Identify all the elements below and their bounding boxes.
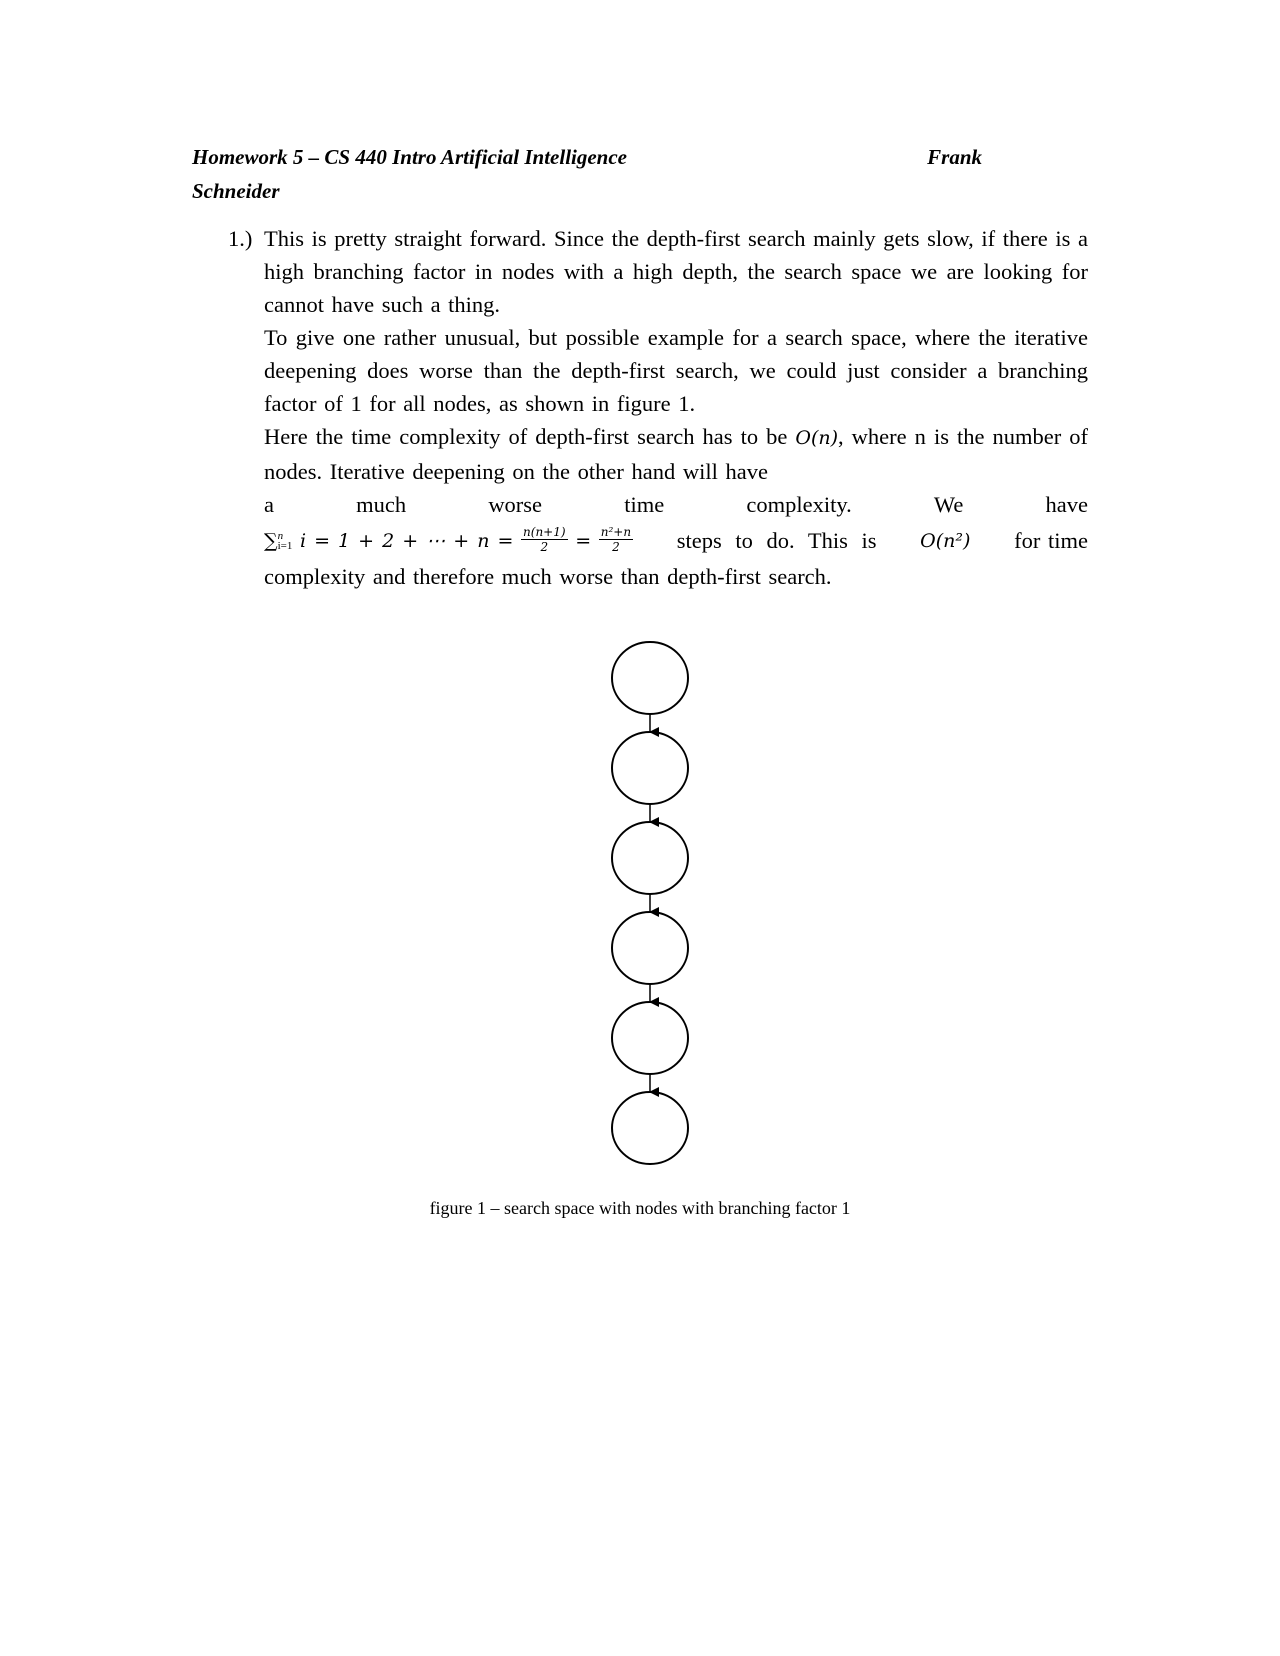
fraction-1-numerator: n(n+1) [523,525,566,540]
big-o-n-squared: O(n²) [920,529,971,552]
answer-section [228,222,1088,593]
sum-sub: i=1 [277,539,293,552]
search-space-diagram [580,640,720,1180]
header-title: Homework 5 – CS 440 Intro Artificial Intelligence [192,145,628,169]
sum-symbol: ∑ [264,530,278,552]
tree-node [612,732,688,804]
tree-node [612,822,688,894]
spread-word: We [933,492,964,517]
paragraph-1: This is pretty straight forward. Since the depth-first search mainly gets slow, if there is a high branching factor in nodes with a high depth, the search space we are looking for cannot have such a thing. [264,226,1088,317]
sum-limits [278,531,293,551]
p3-text-c: steps to do. This is [676,527,877,553]
tree-node [612,1002,688,1074]
paragraph-3 [264,420,1088,488]
header-author-last: Schneider [192,179,280,203]
fraction-2-denominator: 2 [612,540,620,555]
spread-word: a [264,492,274,517]
p3-text-a: Here the time complexity of depth-first search has to be [264,424,788,449]
spread-line [264,488,1088,521]
formula-line [264,521,1088,560]
fraction-1 [521,525,568,554]
figure-caption: figure 1 – search space with nodes with branching factor 1 [429,1198,851,1218]
tree-node [612,1092,688,1164]
item-number: 1.) [228,226,253,251]
spread-word: worse [488,492,543,517]
p3-text-d: for time [1014,527,1088,553]
fraction-2-numerator: n²+n [600,525,632,540]
equals-sign: = [575,530,592,552]
paragraph-3-end: complexity and therefore much worse than depth-first search. [264,564,832,589]
spread-word: time [624,492,665,517]
spread-word: have [1045,492,1088,517]
formula [264,521,633,560]
tree-node [612,912,688,984]
spread-word: much [356,492,407,517]
paragraph-2: To give one rather unusual, but possible example for a search space, where the iterative deepening does worse than the depth-first search, we could just consider a branching factor of 1 for all nodes, as shown in figure 1. [264,325,1088,416]
spread-word: complexity. [746,492,852,517]
p3-text-b: , where n is the number of nodes. Iterative deepening on the other hand will have [264,424,1088,484]
header-author-first: Frank [927,145,982,169]
node-chain [612,642,688,1164]
fraction-1-denominator: 2 [540,540,549,555]
big-o-n: O(n) [795,427,839,449]
sum-sup: n [277,529,284,542]
tree-node [612,642,688,714]
document-header [192,140,1018,208]
formula-expansion: i = 1 + 2 + ⋯ + n = [299,530,514,552]
fraction-2 [599,525,633,554]
